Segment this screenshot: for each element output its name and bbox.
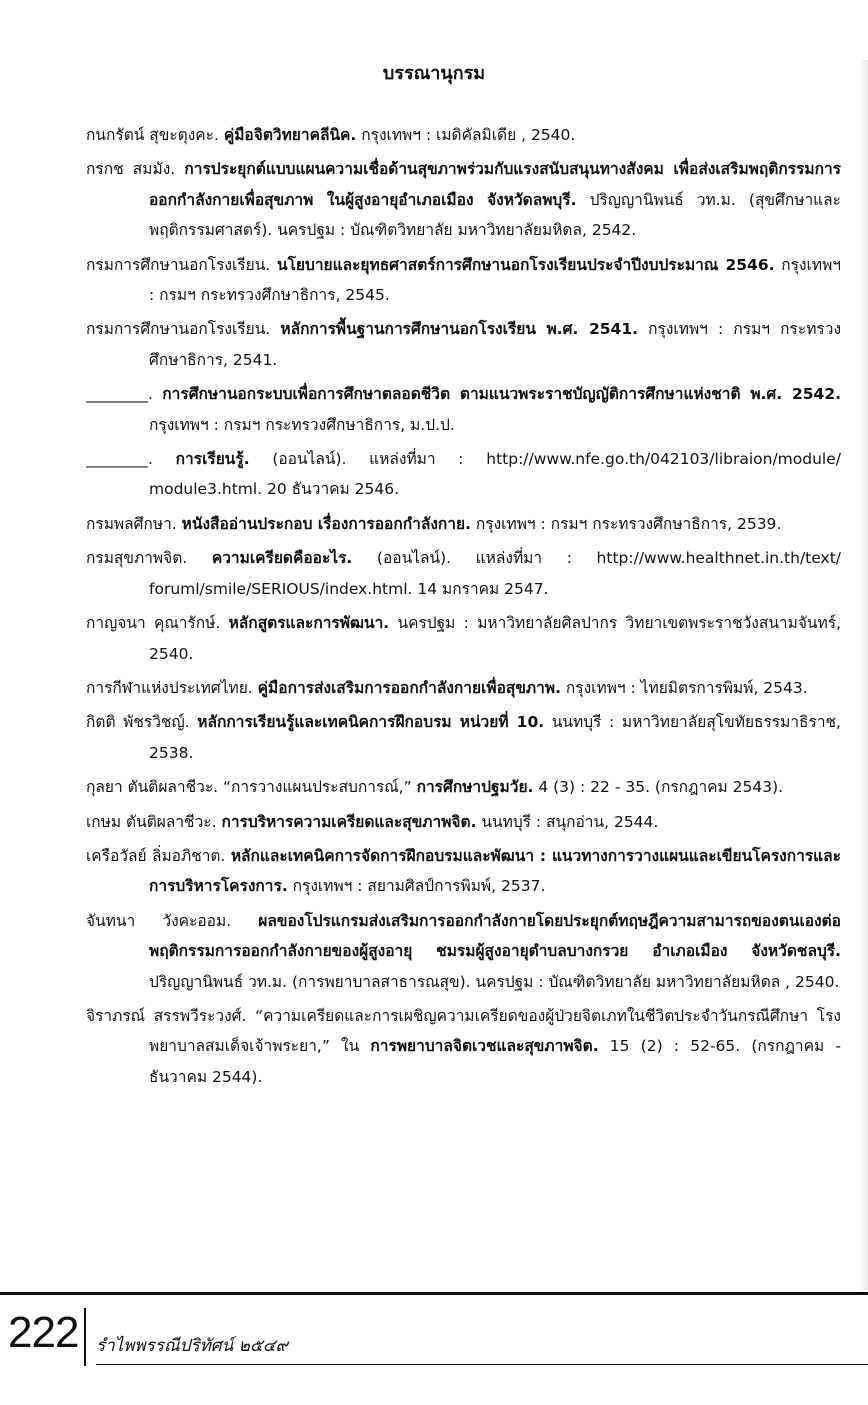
- page-footer: [0, 1300, 868, 1405]
- reference-text: กนกรัตน์ สุขะตุงคะ.: [86, 126, 224, 144]
- reference-text: กรุงเทพฯ : กรมฯ กระทรวงศึกษาธิการ, 2545.: [149, 255, 841, 305]
- reference-title: หลักสูตรและการพัฒนา.: [228, 614, 390, 633]
- reference-entry: [86, 707, 841, 768]
- reference-entry: [86, 1001, 841, 1092]
- reference-entry: [86, 772, 841, 802]
- reference-text: ________.: [86, 385, 163, 404]
- reference-title: นโยบายและยุทธศาสตร์การศึกษานอกโรงเรียนประจำปีงบประมาณ 2546.: [276, 255, 775, 274]
- reference-title: การศึกษาปฐมวัย.: [416, 778, 534, 797]
- reference-title: หลักการเรียนรู้และเทคนิคการฝึกอบรม หน่วยที่ 10.: [197, 713, 545, 732]
- reference-entry: [86, 543, 841, 604]
- reference-text: (ออนไลน์). แหล่งที่มา : http://www.nfe.go.th/042103/libraion/module/ module3.html. 20 ธันวาคม 2546.: [149, 450, 841, 499]
- reference-text: กุลยา ตันติผลาชีวะ. “การวางแผนประสบการณ์,”: [86, 778, 417, 797]
- reference-text: กรุงเทพฯ : กรมฯ กระทรวงศึกษาธิการ, ม.ป.ป.: [149, 415, 455, 434]
- reference-title: หลักและเทคนิคการจัดการฝึกอบรมและพัฒนา : แนวทางการวางแผนและเขียนโครงการและการบริหารโครงการ.: [149, 846, 841, 896]
- reference-text: กรมพลศึกษา.: [86, 514, 182, 533]
- reference-text: นนทบุรี : สนุกอ่าน, 2544.: [476, 812, 659, 831]
- reference-entry: [86, 154, 841, 245]
- page-edge-shadow: [860, 60, 868, 1290]
- reference-list: [86, 120, 841, 1096]
- reference-entry: [86, 250, 841, 311]
- reference-title: หลักการพื้นฐานการศึกษานอกโรงเรียน พ.ศ. 2541.: [280, 320, 639, 339]
- reference-text: 15 (2) : 52-65. (กรกฎาคม - ธันวาคม 2544).: [149, 1037, 841, 1086]
- page-title: บรรณานุกรม: [382, 63, 486, 84]
- footer-divider: [0, 1292, 868, 1295]
- footer-underline: [96, 1364, 868, 1365]
- reference-text: กรมสุขภาพจิต.: [86, 549, 212, 568]
- reference-title: การศึกษานอกระบบเพื่อการศึกษาตลอดชีวิต ตามแนวพระราชบัญญัติการศึกษาแห่งชาติ พ.ศ. 2542.: [162, 385, 841, 404]
- reference-text: กรุงเทพฯ : กรมฯ กระทรวงศึกษาธิการ, 2541.: [149, 320, 842, 369]
- reference-text: กาญจนา คุณารักษ์.: [86, 614, 229, 633]
- footer-separator: [84, 1308, 86, 1366]
- reference-text: กรกช สมมัง.: [86, 160, 185, 179]
- reference-text: กิตติ พัชรวิชญ์.: [86, 713, 198, 732]
- reference-text: 4 (3) : 22 - 35. (กรกฎาคม 2543).: [533, 778, 784, 797]
- reference-text: นครปฐม : มหาวิทยาลัยศิลปากร วิทยาเขตพระราชวังสนามจันทร์, 2540.: [149, 614, 841, 663]
- reference-text: การกีฬาแห่งประเทศไทย.: [86, 678, 258, 697]
- reference-title: การบริหารความเครียดและสุขภาพจิต.: [221, 812, 477, 831]
- reference-title: การประยุกต์แบบแผนความเชื่อด้านสุขภาพร่วมกับแรงสนับสนุนทางสังคม เพื่อส่งเสริมพฤติกรรมการออกกำลังกายเพื่อสุขภาพ ในผู้สูงอายุอำเภอเมือง จังหวัดลพบุรี.: [149, 160, 841, 209]
- reference-text: กรมการศึกษานอกโรงเรียน.: [86, 320, 281, 339]
- reference-entry: [86, 444, 841, 505]
- reference-title: ผลของโปรแกรมส่งเสริมการออกกำลังกายโดยประยุกต์ทฤษฎีความสามารถของตนเองต่อพฤติกรรมการออกกำลังกายของผู้สูงอายุ ชมรมผู้สูงอายุตำบลบางกรวย อำเภอเมือง จังหวัดชลบุรี.: [149, 911, 841, 961]
- reference-text: (ออนไลน์). แหล่งที่มา : http://www.healthnet.in.th/text/ foruml/smile/SERIOUS/index.html. 14 มกราคม 2547.: [149, 549, 841, 598]
- reference-text: ปริญญานิพนธ์ วท.ม. (สุขศึกษาและพฤติกรรมศาสตร์). นครปฐม : บัณฑิตวิทยาลัย มหาวิทยาลัยมหิดล, 2542.: [149, 190, 841, 240]
- reference-title: การเรียนรู้.: [175, 450, 250, 469]
- reference-title: คู่มือการส่งเสริมการออกกำลังกายเพื่อสุขภาพ.: [257, 678, 561, 697]
- reference-text: กรุงเทพฯ : เมดิคัลมิเดีย , 2540.: [356, 126, 576, 144]
- reference-text: ________.: [86, 450, 176, 469]
- journal-name: รำไพพรรณีปริทัศน์ ๒๕๔๙: [96, 1336, 289, 1356]
- reference-text: ปริญญานิพนธ์ วท.ม. (การพยาบาลสาธารณสุข). นครปฐม : บัณฑิตวิทยาลัย มหาวิทยาลัยมหิดล , 2540.: [149, 972, 840, 991]
- reference-text: จันทนา วังคะออม.: [86, 911, 259, 930]
- reference-entry: [86, 379, 841, 440]
- page-number: 222: [8, 1308, 79, 1357]
- reference-text: กรมการศึกษานอกโรงเรียน.: [86, 255, 277, 274]
- reference-text: กรุงเทพฯ : กรมฯ กระทรวงศึกษาธิการ, 2539.: [470, 514, 782, 533]
- reference-text: นนทบุรี : มหาวิทยาลัยสุโขทัยธรรมาธิราช, 2538.: [149, 713, 841, 762]
- reference-entry: [86, 673, 841, 703]
- reference-text: กรุงเทพฯ : ไทยมิตรการพิมพ์, 2543.: [560, 678, 808, 697]
- reference-text: จิราภรณ์ สรรพวีระวงศ์. “ความเครียดและการเผชิญความเครียดของผู้ป่วยจิตเภทในชีวิตประจำวันกรณีศึกษา โรงพยาบาลสมเด็จเจ้าพระยา,” ใน: [86, 1006, 841, 1056]
- reference-title: คู่มือจิตวิทยาคลีนิค.: [223, 126, 357, 144]
- reference-title: ความเครียดคืออะไร.: [211, 549, 353, 568]
- reference-entry: [86, 841, 841, 902]
- reference-entry: [86, 509, 841, 539]
- reference-entry: [86, 807, 841, 837]
- reference-text: เกษม ตันติผลาชีวะ.: [86, 812, 222, 831]
- reference-entry: [86, 608, 841, 669]
- reference-text: กรุงเทพฯ : สยามศิลป์การพิมพ์, 2537.: [287, 877, 546, 896]
- reference-title: หนังสืออ่านประกอบ เรื่องการออกกำลังกาย.: [181, 514, 471, 533]
- reference-title: การพยาบาลจิตเวชและสุขภาพจิต.: [370, 1037, 599, 1056]
- reference-text: เครือวัลย์ ลิ่มอภิชาต.: [86, 846, 231, 865]
- reference-entry: [86, 906, 841, 997]
- reference-entry: [86, 120, 841, 150]
- reference-entry: [86, 314, 841, 375]
